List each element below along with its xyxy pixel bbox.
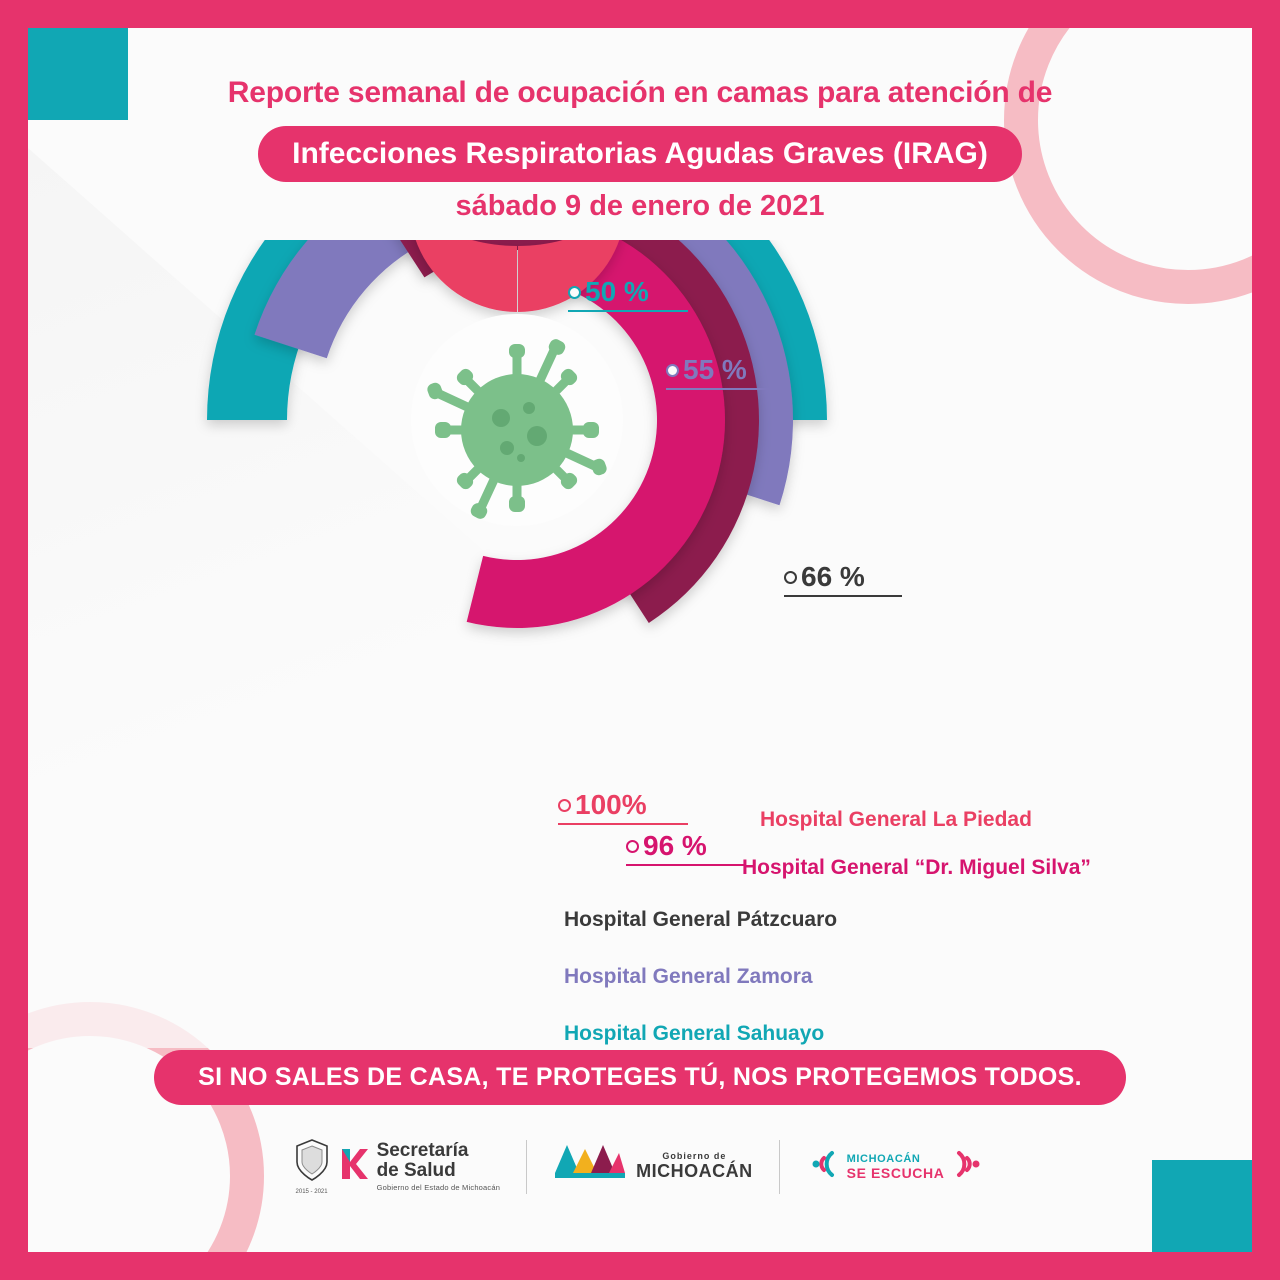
footer-banner-wrap [28, 1050, 1252, 1105]
legend-item-patzcuaro[interactable]: Hospital General Pátzcuaro [564, 908, 838, 931]
escucha-text [847, 1153, 945, 1181]
secretaria-text [377, 1141, 501, 1192]
callout-dot-icon [558, 799, 571, 812]
secretaria-line-3: Gobierno del Estado de Michoacán [376, 1182, 501, 1192]
footer-banner: SI NO SALES DE CASA, TE PROTEGES TÚ, NOS PROTEGEMOS TODOS. [154, 1050, 1126, 1105]
value-callout-zamora: 55 % [666, 354, 784, 390]
callout-rule [568, 310, 688, 312]
legend-item-sahuayo[interactable]: Hospital General Sahuayo [564, 1022, 825, 1045]
footer-logos [28, 1138, 1252, 1195]
logo-michoacan-se-escucha [806, 1149, 986, 1184]
callout-dot-icon [666, 364, 679, 377]
gobierno-line-1: Gobierno de [662, 1151, 727, 1161]
shield-years: 2015 - 2021 [295, 1189, 328, 1195]
gobierno-text [636, 1151, 753, 1182]
logo-secretaria-de-salud [295, 1138, 501, 1195]
callout-rule [666, 388, 784, 390]
value-callout-patzcuaro: 66 % [784, 561, 902, 597]
header-pill-wrap [28, 126, 1252, 182]
callout-dot-icon [568, 286, 581, 299]
salud-mark-icon [338, 1147, 368, 1186]
shield-icon [295, 1138, 329, 1195]
secretaria-line-2: de Salud [376, 1159, 456, 1181]
escucha-line-1: MICHOACÁN [846, 1152, 921, 1165]
value-callout-la-piedad: 100% [558, 789, 688, 825]
logo-divider-2 [779, 1140, 780, 1194]
callout-dot-icon [784, 571, 797, 584]
escucha-line-2: SE ESCUCHA [846, 1164, 945, 1181]
legend-item-zamora[interactable]: Hospital General Zamora [564, 965, 813, 988]
header-line-1: Reporte semanal de ocupación en camas para atención de [227, 76, 1053, 109]
michoacan-mark-icon [553, 1143, 627, 1190]
logo-divider-1 [526, 1140, 527, 1194]
header-line-2: Infecciones Respiratorias Agudas Graves (IRAG) [258, 126, 1022, 182]
legend-item-la-piedad[interactable]: Hospital General La Piedad [760, 808, 1032, 831]
secretaria-line-1: Secretaría [376, 1140, 469, 1162]
gobierno-line-2: MICHOACÁN [636, 1161, 753, 1181]
callout-dot-icon [626, 840, 639, 853]
header-date: sábado 9 de enero de 2021 [455, 190, 825, 222]
virus-icon [417, 330, 617, 530]
value-callout-miguel-silva: 96 % [626, 830, 744, 866]
sound-wave-left-icon [806, 1149, 838, 1184]
value-callout-sahuayo: 50 % [568, 276, 688, 312]
poster-inner [28, 28, 1252, 1252]
legend-gap [513, 720, 533, 1030]
legend-item-miguel-silva[interactable]: Hospital General “Dr. Miguel Silva” [742, 856, 1091, 879]
callout-rule [626, 864, 744, 866]
logo-gobierno-michoacan [553, 1143, 753, 1190]
callout-rule [784, 595, 902, 597]
callout-rule [558, 823, 688, 825]
sound-wave-right-icon [953, 1149, 985, 1184]
